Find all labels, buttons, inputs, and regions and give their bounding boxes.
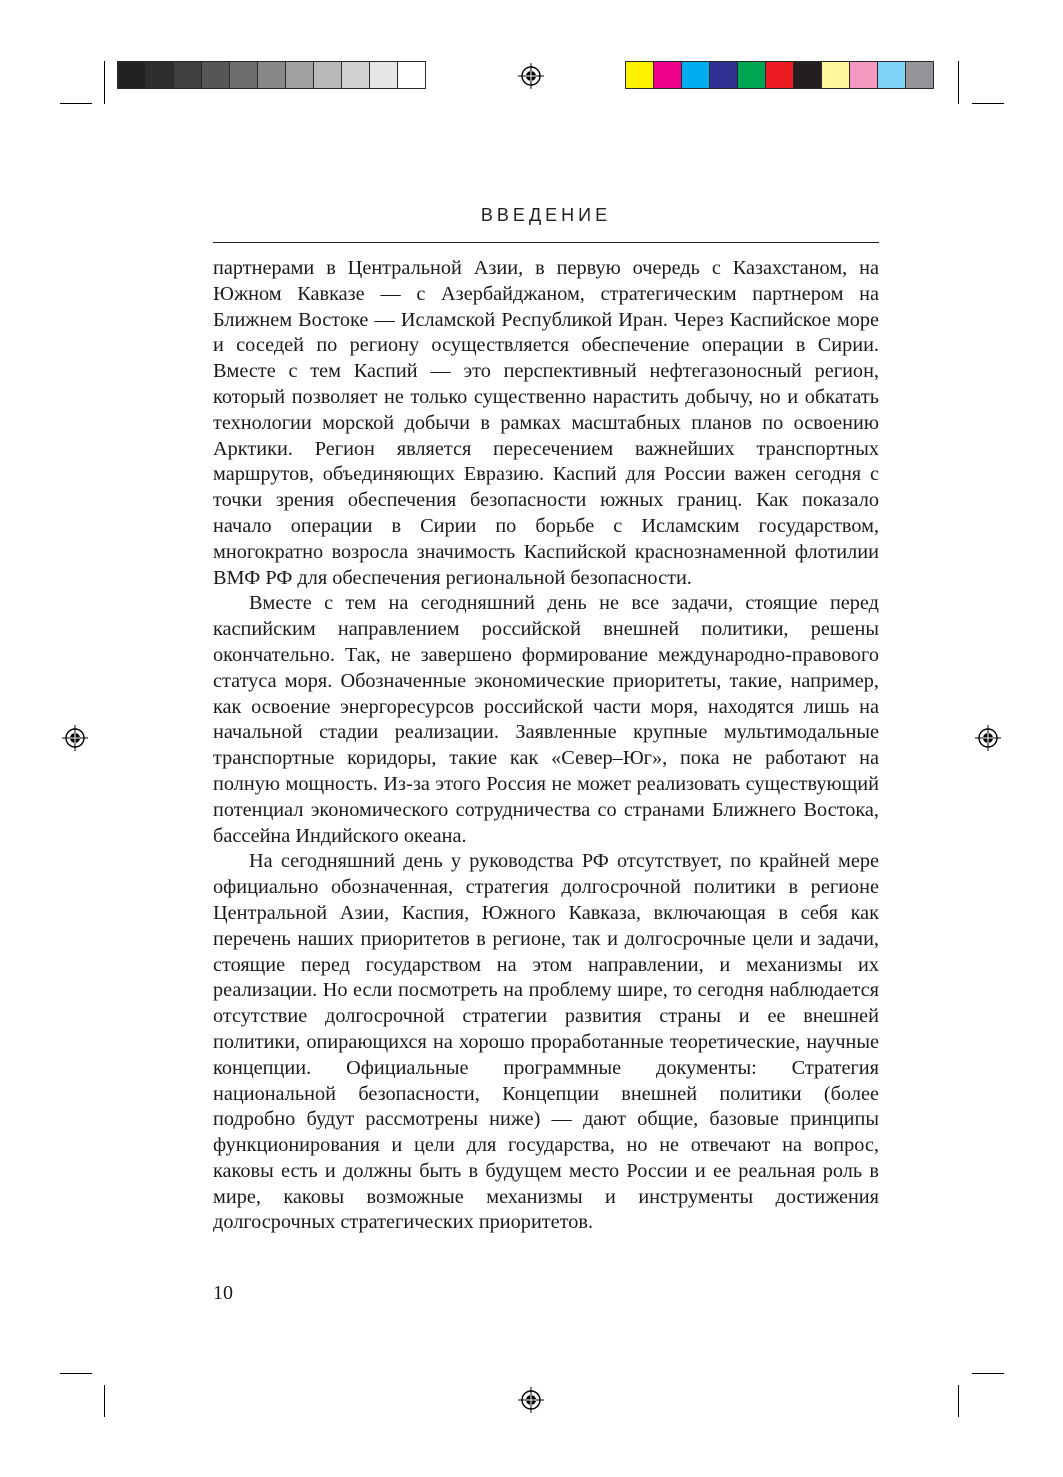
color-swatch (257, 61, 286, 89)
color-swatch (397, 61, 426, 89)
color-swatch (201, 61, 230, 89)
process-color-bar (625, 61, 933, 89)
crop-mark (972, 1373, 1004, 1374)
crop-mark (972, 103, 1004, 104)
color-swatch (229, 61, 258, 89)
color-swatch (117, 61, 146, 89)
running-header: ВВЕДЕНИЕ (480, 205, 612, 225)
color-swatch (849, 61, 878, 89)
paragraph: партнерами в Центральной Азии, в первую очередь с Казахстаном, на Южном Кавказе — с Азербайджаном, стратегическим партнером на Ближнем Востоке — Исламской Республикой Иран. Через Каспийское море и соседей по региону осуществляется обеспечение операции в Сирии. Вместе с тем Каспий — это перспективный нефтегазоносный регион, который позволяет не только существенно нарастить добычу, но и обкатать технологии морской добычи в рамках масштабных планов по освоению Арктики. Регион является пересечением важнейших транспортных маршрутов, объединяющих Евразию. Каспий для России важен сегодня с точки зрения обеспечения безопасности южных границ. Как показало начало операции в Сирии по борьбе с Исламским государством, многократно возросла значимость Каспийской краснознаменной флотилии ВМФ РФ для обеспечения региональной безопасности. (213, 257, 879, 589)
crop-mark (958, 1385, 959, 1417)
crop-mark (60, 1373, 92, 1374)
color-swatch (821, 61, 850, 89)
crop-mark (60, 103, 92, 104)
color-swatch (737, 61, 766, 89)
color-swatch (793, 61, 822, 89)
paragraph: На сегодняшний день у руководства РФ отсутствует, по крайней мере официально обозначенная, стратегия долгосрочной политики в регионе Центральной Азии, Каспия, Южного Кавказа, включающая в себя как перечень наших приоритетов в регионе, так и долгосрочные цели и задачи, стоящие перед государством на этом направлении, и механизмы их реализации. Но если посмотреть на проблему шире, то сегодня наблюдается отсутствие долгосрочной стратегии развития страны и ее внешней политики, опирающихся на хорошо проработанные теоретические, научные концепции. Официальные программные документы: Стратегия национальной безопасности, Концепции внешней политики (более подробно будут рассмотрены ниже) — дают общие, базовые принципы функционирования и цели для государства, но не отвечают на вопрос, каковы есть и должны быть в будущем место России и ее реальная роль в мире, каковы возможные механизмы и инструменты достижения долгосрочных стратегических приоритетов. (213, 850, 879, 1234)
registration-mark-icon (62, 725, 88, 751)
grayscale-color-bar (117, 61, 425, 89)
color-swatch (625, 61, 654, 89)
body-text (213, 256, 879, 1236)
color-swatch (285, 61, 314, 89)
page-number: 10 (213, 1282, 233, 1304)
color-swatch (877, 61, 906, 89)
color-swatch (341, 61, 370, 89)
registration-mark-icon (975, 725, 1001, 751)
color-swatch (653, 61, 682, 89)
color-swatch (313, 61, 342, 89)
color-swatch (145, 61, 174, 89)
header-rule (213, 242, 879, 243)
color-swatch (681, 61, 710, 89)
registration-mark-icon (518, 63, 544, 89)
crop-mark (104, 61, 105, 104)
color-swatch (369, 61, 398, 89)
paragraph: Вместе с тем на сегодняшний день не все задачи, стоящие перед каспийским направлением российской внешней политики, решены окончательно. Так, не завершено формирование международно-правового статуса моря. Обозначенные экономические приоритеты, такие, например, как освоение энергоресурсов российской части моря, находятся лишь на начальной стадии реализации. Заявленные крупные мультимодальные транспортные коридоры, такие как «Север–Юг», пока не работают на полную мощность. Из-за этого Россия не может реализовать существующий потенциал экономического сотрудничества со странами Ближнего Востока, бассейна Индийского океана. (213, 592, 879, 847)
color-swatch (765, 61, 794, 89)
crop-mark (104, 1385, 105, 1417)
crop-mark (958, 61, 959, 104)
color-swatch (709, 61, 738, 89)
color-swatch (173, 61, 202, 89)
color-swatch (905, 61, 934, 89)
registration-mark-icon (518, 1387, 544, 1413)
